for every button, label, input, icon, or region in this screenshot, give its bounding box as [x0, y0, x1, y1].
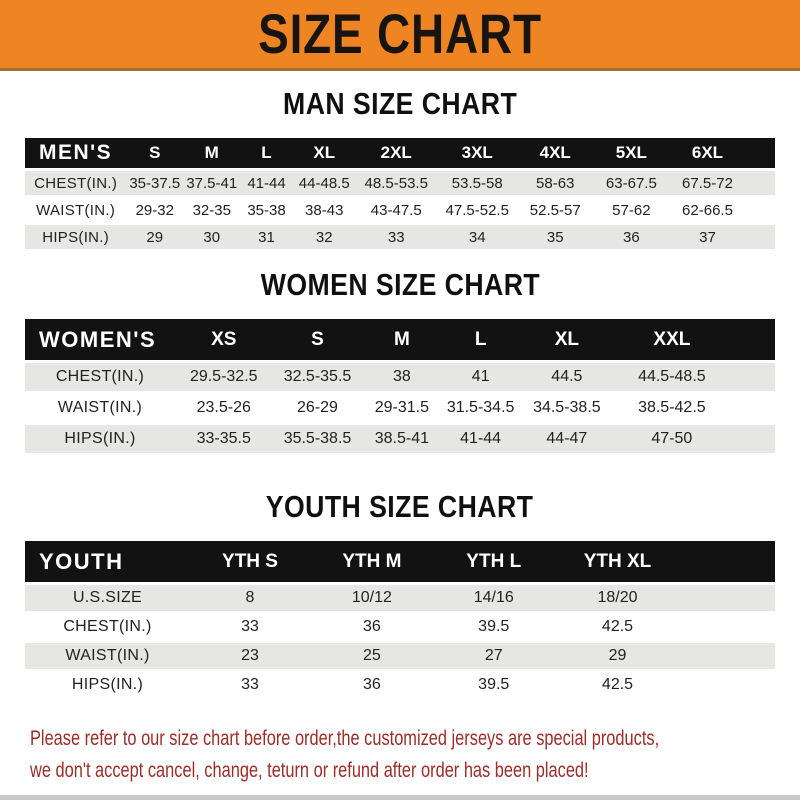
disclaimer — [30, 723, 800, 787]
measurement-value: 43-47.5 — [356, 198, 437, 222]
measurement-value: 29-32 — [126, 198, 183, 222]
size-column-header: M — [183, 138, 240, 168]
measurement-value: 35.5-38.5 — [273, 425, 363, 453]
youth-section-heading — [0, 490, 800, 524]
measurement-value: 35-37.5 — [126, 171, 183, 195]
measurement-label: CHEST(IN.) — [25, 614, 190, 640]
measurement-value: 52.5-57 — [518, 198, 593, 222]
size-column-header: S — [273, 319, 363, 360]
measurement-value: 62-66.5 — [670, 198, 745, 222]
measurement-label: HIPS(IN.) — [25, 225, 126, 249]
size-column-header: YTH L — [434, 541, 554, 582]
size-column-header: 4XL — [518, 138, 593, 168]
measurement-row — [25, 171, 775, 195]
measurement-value: 39.5 — [434, 614, 554, 640]
measurement-value: 39.5 — [434, 672, 554, 698]
measurement-value: 27 — [434, 643, 554, 669]
measurement-label: CHEST(IN.) — [25, 363, 175, 391]
measurement-value: 67.5-72 — [670, 171, 745, 195]
banner-title: SIZE CHART — [258, 2, 542, 65]
measurement-value: 38.5-42.5 — [614, 394, 730, 422]
measurement-value: 29 — [554, 643, 682, 669]
size-chart-banner — [0, 0, 800, 71]
disclaimer-line-1: Please refer to our size chart before order,the customized jerseys are special products, — [30, 727, 660, 750]
measurement-value: 33 — [190, 672, 310, 698]
measurement-value: 58-63 — [518, 171, 593, 195]
measurement-value: 25 — [310, 643, 434, 669]
size-column-header: YTH S — [190, 541, 310, 582]
measurement-label: WAIST(IN.) — [25, 394, 175, 422]
measurement-value: 41-44 — [240, 171, 293, 195]
measurement-value: 36 — [593, 225, 670, 249]
size-column-header: 6XL — [670, 138, 745, 168]
measurement-value: 38.5-41 — [363, 425, 442, 453]
spacer-cell — [681, 643, 775, 669]
measurement-row — [25, 225, 775, 249]
measurement-value: 34 — [437, 225, 518, 249]
measurement-value: 18/20 — [554, 585, 682, 611]
measurement-label: U.S.SIZE — [25, 585, 190, 611]
spacer-cell — [745, 198, 775, 222]
measurement-value: 31.5-34.5 — [441, 394, 520, 422]
measurement-value: 29 — [126, 225, 183, 249]
measurement-row — [25, 198, 775, 222]
measurement-label: HIPS(IN.) — [25, 672, 190, 698]
measurement-label: WAIST(IN.) — [25, 643, 190, 669]
size-column-header: M — [363, 319, 442, 360]
size-column-header: 5XL — [593, 138, 670, 168]
measurement-row — [25, 425, 775, 453]
size-column-header: L — [240, 138, 293, 168]
spacer-cell — [730, 394, 775, 422]
measurement-value: 47-50 — [614, 425, 730, 453]
measurement-value: 44-48.5 — [293, 171, 356, 195]
measurement-value: 23 — [190, 643, 310, 669]
size-column-header: XXL — [614, 319, 730, 360]
table-corner-label: YOUTH — [25, 541, 190, 582]
measurement-value: 47.5-52.5 — [437, 198, 518, 222]
size-table-header-row — [25, 138, 775, 168]
size-column-header: YTH XL — [554, 541, 682, 582]
size-table-header-row — [25, 541, 775, 582]
measurement-value: 23.5-26 — [175, 394, 273, 422]
measurement-value: 37 — [670, 225, 745, 249]
youth-size-table — [25, 538, 775, 701]
measurement-row — [25, 672, 775, 698]
measurement-label: HIPS(IN.) — [25, 425, 175, 453]
measurement-value: 36 — [310, 672, 434, 698]
measurement-value: 53.5-58 — [437, 171, 518, 195]
women-section-heading-text: WOMEN SIZE CHART — [260, 267, 540, 302]
measurement-value: 37.5-41 — [183, 171, 240, 195]
size-column-header: XL — [520, 319, 614, 360]
table-corner-label: WOMEN'S — [25, 319, 175, 360]
size-column-header: 2XL — [356, 138, 437, 168]
measurement-row — [25, 394, 775, 422]
size-column-header: XL — [293, 138, 356, 168]
measurement-value: 32 — [293, 225, 356, 249]
measurement-value: 33-35.5 — [175, 425, 273, 453]
womens-size-table — [25, 316, 775, 456]
measurement-value: 8 — [190, 585, 310, 611]
measurement-value: 34.5-38.5 — [520, 394, 614, 422]
measurement-value: 30 — [183, 225, 240, 249]
measurement-value: 57-62 — [593, 198, 670, 222]
man-section-heading — [0, 87, 800, 121]
spacer-cell — [681, 672, 775, 698]
measurement-value: 33 — [190, 614, 310, 640]
spacer-cell — [730, 363, 775, 391]
measurement-label: CHEST(IN.) — [25, 171, 126, 195]
spacer-cell — [745, 225, 775, 249]
bottom-strip — [0, 795, 800, 800]
measurement-value: 32.5-35.5 — [273, 363, 363, 391]
size-column-header: YTH M — [310, 541, 434, 582]
mens-size-table — [25, 135, 775, 252]
measurement-value: 29-31.5 — [363, 394, 442, 422]
measurement-label: WAIST(IN.) — [25, 198, 126, 222]
spacer-cell — [730, 319, 775, 360]
measurement-value: 26-29 — [273, 394, 363, 422]
measurement-row — [25, 614, 775, 640]
spacer-cell — [730, 425, 775, 453]
measurement-value: 44.5-48.5 — [614, 363, 730, 391]
measurement-value: 32-35 — [183, 198, 240, 222]
measurement-value: 31 — [240, 225, 293, 249]
spacer-cell — [681, 541, 775, 582]
measurement-row — [25, 585, 775, 611]
measurement-value: 41-44 — [441, 425, 520, 453]
measurement-value: 48.5-53.5 — [356, 171, 437, 195]
measurement-value: 38 — [363, 363, 442, 391]
table-corner-label: MEN'S — [25, 138, 126, 168]
measurement-value: 33 — [356, 225, 437, 249]
measurement-row — [25, 363, 775, 391]
disclaimer-line-2: we don't accept cancel, change, teturn or refund after order has been placed! — [30, 759, 589, 782]
size-table-header-row — [25, 319, 775, 360]
measurement-value: 14/16 — [434, 585, 554, 611]
man-section-heading-text: MAN SIZE CHART — [282, 86, 518, 121]
measurement-value: 35 — [518, 225, 593, 249]
spacer-cell — [745, 138, 775, 168]
measurement-value: 44-47 — [520, 425, 614, 453]
size-column-header: S — [126, 138, 183, 168]
women-section-heading — [0, 268, 800, 302]
measurement-value: 10/12 — [310, 585, 434, 611]
size-column-header: 3XL — [437, 138, 518, 168]
measurement-value: 44.5 — [520, 363, 614, 391]
size-column-header: XS — [175, 319, 273, 360]
spacer-cell — [745, 171, 775, 195]
measurement-value: 36 — [310, 614, 434, 640]
measurement-value: 35-38 — [240, 198, 293, 222]
measurement-value: 42.5 — [554, 672, 682, 698]
size-column-header: L — [441, 319, 520, 360]
youth-section-heading-text: YOUTH SIZE CHART — [266, 489, 534, 524]
spacer-cell — [681, 585, 775, 611]
measurement-value: 41 — [441, 363, 520, 391]
measurement-row — [25, 643, 775, 669]
measurement-value: 42.5 — [554, 614, 682, 640]
spacer-cell — [681, 614, 775, 640]
measurement-value: 63-67.5 — [593, 171, 670, 195]
measurement-value: 29.5-32.5 — [175, 363, 273, 391]
measurement-value: 38-43 — [293, 198, 356, 222]
